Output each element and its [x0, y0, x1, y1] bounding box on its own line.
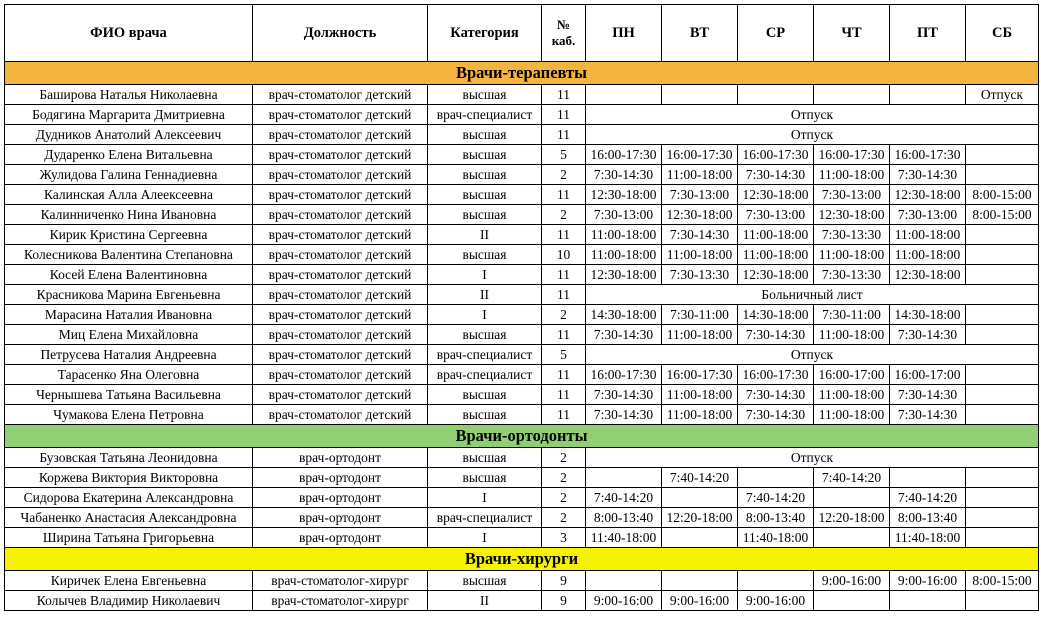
header-day-wed: СР — [738, 5, 814, 62]
table-row — [5, 265, 1039, 285]
schedule-cell: 11:00-18:00 — [738, 225, 814, 245]
schedule-cell: 14:30-18:00 — [890, 305, 966, 325]
table-row — [5, 205, 1039, 225]
schedule-cell: 7:30-14:30 — [890, 385, 966, 405]
doctor-name: Чабаненко Анастасия Александровна — [5, 508, 253, 528]
schedule-cell: 11:00-18:00 — [662, 385, 738, 405]
schedule-cell — [966, 385, 1039, 405]
schedule-cell: 7:30-14:30 — [586, 405, 662, 425]
schedule-cell: 11:00-18:00 — [662, 165, 738, 185]
doctor-position: врач-стоматолог детский — [253, 265, 428, 285]
doctor-name: Сидорова Екатерина Александровна — [5, 488, 253, 508]
schedule-cell: 7:40-14:20 — [662, 468, 738, 488]
schedule-cell: 11:00-18:00 — [890, 245, 966, 265]
table-row — [5, 405, 1039, 425]
header-name: ФИО врача — [5, 5, 253, 62]
doctor-category: высшая — [428, 405, 542, 425]
schedule-cell: 7:30-14:30 — [738, 165, 814, 185]
doctor-category: высшая — [428, 448, 542, 468]
doctor-category: I — [428, 305, 542, 325]
doctor-room: 5 — [542, 345, 586, 365]
schedule-cell: 9:00-16:00 — [738, 591, 814, 611]
doctor-name: Марасина Наталия Ивановна — [5, 305, 253, 325]
table-row — [5, 285, 1039, 305]
doctor-name: Калинская Алла Алеексеевна — [5, 185, 253, 205]
doctor-name: Дудников Анатолий Алексеевич — [5, 125, 253, 145]
doctor-name: Баширова Наталья Николаевна — [5, 85, 253, 105]
table-row — [5, 125, 1039, 145]
schedule-cell — [966, 365, 1039, 385]
schedule-cell — [966, 405, 1039, 425]
doctor-position: врач-стоматолог детский — [253, 225, 428, 245]
doctor-name: Коржева Виктория Викторовна — [5, 468, 253, 488]
schedule-cell — [738, 571, 814, 591]
schedule-cell — [814, 85, 890, 105]
schedule-cell: 12:20-18:00 — [662, 508, 738, 528]
doctor-category: I — [428, 488, 542, 508]
doctor-room: 11 — [542, 225, 586, 245]
doctor-category: II — [428, 591, 542, 611]
doctor-category: II — [428, 225, 542, 245]
schedule-cell: 7:40-14:20 — [586, 488, 662, 508]
schedule-cell: 12:30-18:00 — [586, 265, 662, 285]
schedule-cell: 7:30-13:00 — [890, 205, 966, 225]
doctor-position: врач-стоматолог детский — [253, 105, 428, 125]
header-row — [5, 5, 1039, 62]
table-row — [5, 305, 1039, 325]
doctor-category: I — [428, 265, 542, 285]
schedule-cell — [966, 305, 1039, 325]
doctor-category: II — [428, 285, 542, 305]
schedule-cell: 16:00-17:00 — [890, 365, 966, 385]
schedule-cell — [966, 245, 1039, 265]
doctor-name: Киричек Елена Евгеньевна — [5, 571, 253, 591]
table-row — [5, 165, 1039, 185]
schedule-cell: 9:00-16:00 — [662, 591, 738, 611]
doctor-category: высшая — [428, 385, 542, 405]
schedule-cell: 7:30-14:30 — [738, 325, 814, 345]
doctor-room: 9 — [542, 591, 586, 611]
schedule-cell: 16:00-17:30 — [738, 145, 814, 165]
schedule-cell: 7:30-13:00 — [738, 205, 814, 225]
schedule-cell: 14:30-18:00 — [586, 305, 662, 325]
table-row — [5, 571, 1039, 591]
table-row — [5, 591, 1039, 611]
doctor-room: 2 — [542, 488, 586, 508]
schedule-cell — [662, 85, 738, 105]
doctor-position: врач-стоматолог детский — [253, 285, 428, 305]
schedule-cell: 7:30-14:30 — [890, 325, 966, 345]
doctor-position: врач-стоматолог детский — [253, 365, 428, 385]
doctor-name: Косей Елена Валентиновна — [5, 265, 253, 285]
schedule-cell: 16:00-17:30 — [662, 145, 738, 165]
schedule-cell: 8:00-13:40 — [890, 508, 966, 528]
doctor-position: врач-ортодонт — [253, 448, 428, 468]
doctor-position: врач-стоматолог детский — [253, 245, 428, 265]
doctor-name: Чумакова Елена Петровна — [5, 405, 253, 425]
doctor-room: 2 — [542, 205, 586, 225]
doctor-category: высшая — [428, 165, 542, 185]
doctor-room: 2 — [542, 468, 586, 488]
table-row — [5, 448, 1039, 468]
schedule-cell: 11:00-18:00 — [890, 225, 966, 245]
schedule-cell — [738, 85, 814, 105]
schedule-cell: 16:00-17:30 — [814, 145, 890, 165]
schedule-cell — [662, 488, 738, 508]
doctor-room: 10 — [542, 245, 586, 265]
table-row — [5, 528, 1039, 548]
doctor-room: 2 — [542, 508, 586, 528]
schedule-cell: 7:40-14:20 — [814, 468, 890, 488]
schedule-cell: 7:30-13:00 — [586, 205, 662, 225]
doctor-name: Жулидова Галина Геннадиевна — [5, 165, 253, 185]
doctor-position: врач-стоматолог детский — [253, 385, 428, 405]
schedule-cell — [586, 571, 662, 591]
schedule-note: Отпуск — [586, 448, 1039, 468]
schedule-cell: 7:30-14:30 — [586, 325, 662, 345]
schedule-cell: 7:30-13:30 — [814, 265, 890, 285]
doctor-name: Колесникова Валентина Степановна — [5, 245, 253, 265]
doctor-category: высшая — [428, 571, 542, 591]
schedule-cell: 11:00-18:00 — [586, 245, 662, 265]
doctor-category: врач-специалист — [428, 508, 542, 528]
table-row — [5, 145, 1039, 165]
doctor-category: высшая — [428, 125, 542, 145]
doctor-room: 11 — [542, 105, 586, 125]
doctor-room: 11 — [542, 405, 586, 425]
schedule-cell: 7:30-14:30 — [586, 385, 662, 405]
schedule-cell: 7:30-14:30 — [890, 405, 966, 425]
table-row — [5, 468, 1039, 488]
schedule-cell — [966, 325, 1039, 345]
doctor-category: высшая — [428, 85, 542, 105]
doctor-position: врач-стоматолог детский — [253, 205, 428, 225]
header-day-fri: ПТ — [890, 5, 966, 62]
schedule-cell: 12:20-18:00 — [814, 508, 890, 528]
doctor-category: высшая — [428, 468, 542, 488]
doctor-name: Миц Елена Михайловна — [5, 325, 253, 345]
schedule-body — [5, 62, 1039, 611]
schedule-note: Отпуск — [586, 125, 1039, 145]
schedule-cell: 7:30-14:30 — [662, 225, 738, 245]
schedule-cell: 16:00-17:30 — [738, 365, 814, 385]
schedule-cell: 7:30-13:00 — [814, 185, 890, 205]
doctor-room: 11 — [542, 365, 586, 385]
doctor-position: врач-стоматолог детский — [253, 325, 428, 345]
header-position: Должность — [253, 5, 428, 62]
schedule-cell: 12:30-18:00 — [890, 265, 966, 285]
section-row — [5, 62, 1039, 85]
doctor-name: Дударенко Елена Витальевна — [5, 145, 253, 165]
header-day-mon: ПН — [586, 5, 662, 62]
doctor-position: врач-стоматолог детский — [253, 305, 428, 325]
schedule-cell: 12:30-18:00 — [814, 205, 890, 225]
table-row — [5, 345, 1039, 365]
header-category: Категория — [428, 5, 542, 62]
doctor-room: 5 — [542, 145, 586, 165]
schedule-cell — [966, 488, 1039, 508]
schedule-cell: 7:30-11:00 — [814, 305, 890, 325]
doctor-position: врач-ортодонт — [253, 508, 428, 528]
schedule-cell: 11:00-18:00 — [662, 405, 738, 425]
schedule-cell — [966, 165, 1039, 185]
section-row — [5, 425, 1039, 448]
table-row — [5, 245, 1039, 265]
doctor-category: врач-специалист — [428, 105, 542, 125]
schedule-cell — [890, 468, 966, 488]
doctor-position: врач-ортодонт — [253, 488, 428, 508]
schedule-cell: 7:30-13:30 — [662, 265, 738, 285]
schedule-cell — [814, 488, 890, 508]
section-title: Врачи-хирурги — [5, 548, 1039, 571]
schedule-cell: 12:30-18:00 — [738, 185, 814, 205]
schedule-cell: 11:40-18:00 — [586, 528, 662, 548]
doctor-name: Кирик Кристина Сергеевна — [5, 225, 253, 245]
doctor-name: Тарасенко Яна Олеговна — [5, 365, 253, 385]
schedule-cell — [814, 528, 890, 548]
doctor-name: Петрусева Наталия Андреевна — [5, 345, 253, 365]
schedule-cell — [966, 528, 1039, 548]
doctor-position: врач-стоматолог детский — [253, 165, 428, 185]
schedule-cell: 16:00-17:30 — [662, 365, 738, 385]
doctor-position: врач-ортодонт — [253, 528, 428, 548]
table-row — [5, 365, 1039, 385]
schedule-note: Больничный лист — [586, 285, 1039, 305]
schedule-cell: 8:00-13:40 — [738, 508, 814, 528]
doctor-position: врач-стоматолог детский — [253, 405, 428, 425]
schedule-cell: 12:30-18:00 — [890, 185, 966, 205]
doctor-room: 11 — [542, 125, 586, 145]
header-day-tue: ВТ — [662, 5, 738, 62]
doctor-name: Калинниченко Нина Ивановна — [5, 205, 253, 225]
doctor-room: 11 — [542, 285, 586, 305]
schedule-cell: 7:30-14:30 — [738, 405, 814, 425]
schedule-cell: 11:00-18:00 — [814, 385, 890, 405]
doctor-name: Бодягина Маргарита Дмитриевна — [5, 105, 253, 125]
schedule-cell — [586, 85, 662, 105]
schedule-cell: 11:00-18:00 — [662, 245, 738, 265]
schedule-cell — [966, 225, 1039, 245]
table-row — [5, 105, 1039, 125]
doctor-position: врач-стоматолог-хирург — [253, 571, 428, 591]
section-title: Врачи-ортодонты — [5, 425, 1039, 448]
doctor-room: 3 — [542, 528, 586, 548]
header-room — [542, 5, 586, 62]
schedule-cell — [966, 468, 1039, 488]
doctor-position: врач-стоматолог детский — [253, 85, 428, 105]
schedule-cell: 7:40-14:20 — [890, 488, 966, 508]
doctor-name: Чернышева Татьяна Васильевна — [5, 385, 253, 405]
schedule-table — [4, 4, 1039, 611]
doctor-room: 2 — [542, 305, 586, 325]
table-row — [5, 488, 1039, 508]
doctor-name: Ширина Татьяна Григорьевна — [5, 528, 253, 548]
doctor-room: 11 — [542, 325, 586, 345]
doctor-room: 11 — [542, 385, 586, 405]
schedule-note: Отпуск — [586, 345, 1039, 365]
doctor-category: I — [428, 528, 542, 548]
header-day-sat: СБ — [966, 5, 1039, 62]
table-row — [5, 325, 1039, 345]
doctor-room: 9 — [542, 571, 586, 591]
schedule-cell: 16:00-17:00 — [814, 365, 890, 385]
doctor-name: Колычев Владимир Николаевич — [5, 591, 253, 611]
table-row — [5, 185, 1039, 205]
schedule-cell: 16:00-17:30 — [586, 365, 662, 385]
schedule-cell: 9:00-16:00 — [814, 571, 890, 591]
header-room-line2: каб. — [551, 33, 576, 48]
header-room-line1: № — [556, 17, 571, 32]
section-row — [5, 548, 1039, 571]
doctor-position: врач-стоматолог детский — [253, 145, 428, 165]
schedule-cell — [662, 571, 738, 591]
doctor-name: Красникова Марина Евгеньевна — [5, 285, 253, 305]
schedule-cell — [890, 85, 966, 105]
doctor-category: высшая — [428, 205, 542, 225]
schedule-cell: 7:30-13:30 — [814, 225, 890, 245]
schedule-cell: 11:00-18:00 — [662, 325, 738, 345]
doctor-category: высшая — [428, 325, 542, 345]
schedule-cell: Отпуск — [966, 85, 1039, 105]
schedule-cell — [966, 265, 1039, 285]
table-row — [5, 385, 1039, 405]
schedule-cell: 8:00-15:00 — [966, 571, 1039, 591]
schedule-cell: 12:30-18:00 — [586, 185, 662, 205]
schedule-cell: 11:00-18:00 — [814, 165, 890, 185]
doctor-room: 2 — [542, 448, 586, 468]
schedule-cell: 11:40-18:00 — [738, 528, 814, 548]
schedule-cell: 11:00-18:00 — [814, 245, 890, 265]
schedule-cell: 14:30-18:00 — [738, 305, 814, 325]
doctor-position: врач-стоматолог детский — [253, 345, 428, 365]
doctor-category: высшая — [428, 245, 542, 265]
doctor-position: врач-стоматолог детский — [253, 185, 428, 205]
doctor-category: высшая — [428, 185, 542, 205]
schedule-cell — [890, 591, 966, 611]
schedule-cell: 16:00-17:30 — [890, 145, 966, 165]
schedule-cell: 8:00-15:00 — [966, 205, 1039, 225]
schedule-cell: 12:30-18:00 — [738, 265, 814, 285]
schedule-note: Отпуск — [586, 105, 1039, 125]
schedule-cell: 7:30-13:00 — [662, 185, 738, 205]
schedule-cell — [966, 508, 1039, 528]
schedule-cell: 11:00-18:00 — [586, 225, 662, 245]
schedule-cell — [586, 468, 662, 488]
schedule-cell: 7:40-14:20 — [738, 488, 814, 508]
doctor-position: врач-стоматолог детский — [253, 125, 428, 145]
schedule-cell: 8:00-13:40 — [586, 508, 662, 528]
schedule-cell — [662, 528, 738, 548]
schedule-cell: 11:00-18:00 — [814, 405, 890, 425]
table-row — [5, 85, 1039, 105]
schedule-cell: 16:00-17:30 — [586, 145, 662, 165]
schedule-cell: 7:30-14:30 — [890, 165, 966, 185]
schedule-cell: 12:30-18:00 — [662, 205, 738, 225]
schedule-cell: 11:00-18:00 — [814, 325, 890, 345]
section-title: Врачи-терапевты — [5, 62, 1039, 85]
doctor-category: врач-специалист — [428, 365, 542, 385]
schedule-cell: 11:00-18:00 — [738, 245, 814, 265]
table-row — [5, 508, 1039, 528]
schedule-cell — [966, 145, 1039, 165]
doctor-category: врач-специалист — [428, 345, 542, 365]
schedule-cell — [814, 591, 890, 611]
schedule-cell: 8:00-15:00 — [966, 185, 1039, 205]
schedule-cell: 9:00-16:00 — [586, 591, 662, 611]
table-row — [5, 225, 1039, 245]
doctor-room: 11 — [542, 265, 586, 285]
doctor-category: высшая — [428, 145, 542, 165]
schedule-cell: 7:30-14:30 — [738, 385, 814, 405]
schedule-cell: 7:30-14:30 — [586, 165, 662, 185]
schedule-cell — [738, 468, 814, 488]
doctor-position: врач-ортодонт — [253, 468, 428, 488]
doctor-position: врач-стоматолог-хирург — [253, 591, 428, 611]
schedule-cell: 7:30-11:00 — [662, 305, 738, 325]
schedule-cell: 9:00-16:00 — [890, 571, 966, 591]
doctor-room: 11 — [542, 185, 586, 205]
doctor-room: 2 — [542, 165, 586, 185]
schedule-cell: 11:40-18:00 — [890, 528, 966, 548]
header-day-thu: ЧТ — [814, 5, 890, 62]
schedule-cell — [966, 591, 1039, 611]
doctor-name: Бузовская Татьяна Леонидовна — [5, 448, 253, 468]
doctor-room: 11 — [542, 85, 586, 105]
